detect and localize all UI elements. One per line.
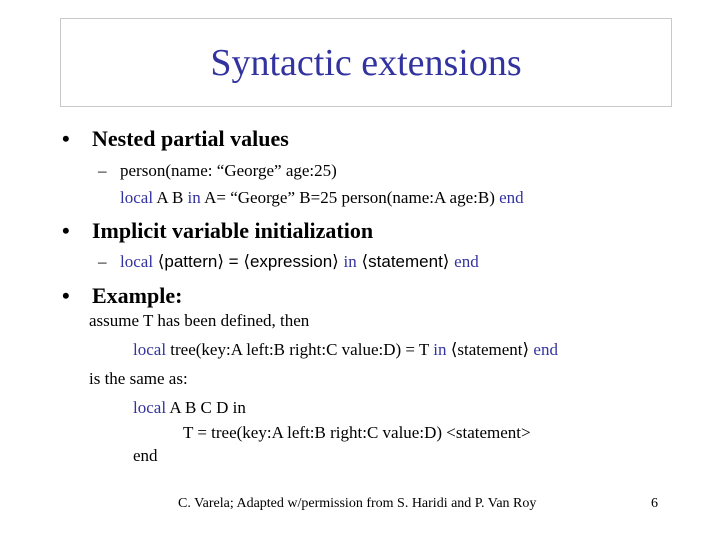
keyword-end: end [533,340,558,359]
slide-title: Syntactic extensions [210,41,522,84]
keyword-end: end [454,252,479,271]
bullet-marker: • [62,218,70,243]
dash-marker: – [98,252,107,271]
code-body: A= “George” B=25 person(name:A age:B) [200,188,500,207]
page-number: 6 [651,496,658,511]
keyword-end: end [499,188,524,207]
bullet-text: Implicit variable initialization [92,218,374,243]
keyword-in: in [187,188,201,207]
bullet-marker: • [62,126,70,151]
bullet-nested-partial-values [62,126,289,152]
sub-bullet-local-expansion [120,188,524,208]
bullet-text: Nested partial values [92,126,289,151]
code-pattern: ⟨pattern⟩ = ⟨expression⟩ [153,252,344,271]
keyword-local: local [133,398,167,417]
bullet-implicit-initialization [62,218,373,244]
keyword-local: local [133,340,167,359]
example-line-1: assume T has been defined, then [89,311,310,330]
keyword-local: local [120,252,154,271]
title-box [60,18,672,107]
example-line-6: end [133,446,158,465]
code-vars: A B C D in [166,398,246,417]
bullet-example [62,283,182,309]
example-line-3: is the same as: [89,369,188,388]
bullet-marker: • [62,283,70,308]
sub-bullet-local-pattern [98,252,479,272]
code-pattern: tree(key:A left:B right:C value:D) = T [166,340,434,359]
example-line-2 [133,340,558,360]
footer-credit: C. Varela; Adapted w/permission from S. Haridi and P. Van Roy [178,496,537,511]
code-statement: ⟨statement⟩ [356,252,455,271]
keyword-in: in [433,340,447,359]
keyword-in: in [343,252,357,271]
code-vars: A B [153,188,188,207]
sub-bullet-person [98,161,337,181]
example-line-5: T = tree(key:A left:B right:C value:D) <statement> [183,423,531,442]
bullet-text: Example: [92,283,183,308]
dash-marker: – [98,161,107,180]
sub-bullet-text: person(name: “George” age:25) [120,161,337,180]
example-line-4 [133,398,246,418]
keyword-local: local [120,188,154,207]
code-statement: ⟨statement⟩ [446,340,534,359]
